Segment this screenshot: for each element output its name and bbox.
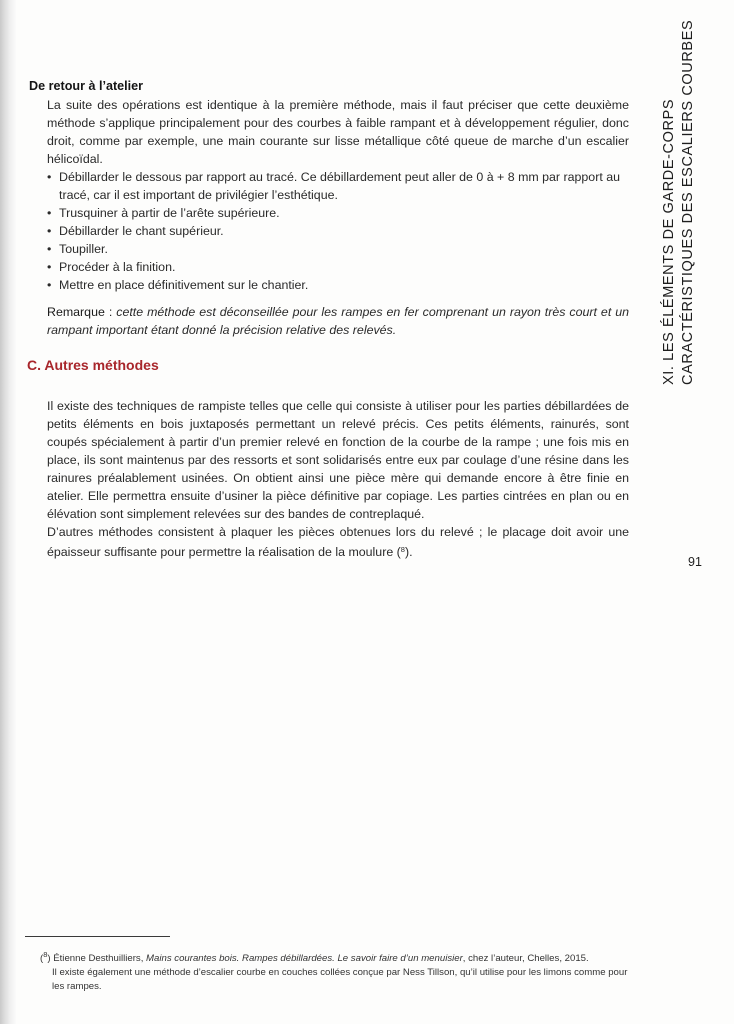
chapter-side-title — [660, 20, 698, 385]
list-item — [47, 276, 629, 294]
subsection-heading: De retour à l’atelier — [29, 79, 144, 93]
list-item — [47, 240, 629, 258]
footnote-item — [40, 948, 630, 994]
footnote-book-title: Mains courantes bois. Rampes débillardées. Le savoir faire d’un menuisier — [146, 953, 463, 964]
footnote-reference[interactable]: 8 — [400, 545, 405, 554]
list-item-text: Procéder à la finition. — [59, 260, 176, 274]
bullet-icon: • — [47, 260, 52, 274]
paragraph-text: D’autres méthodes consistent à plaquer les pièces obtenues lors du relevé ; le placage doit avoir une épaisseur suffisante pour permettre la réalisation de la moulure ( — [47, 525, 629, 559]
operations-list — [47, 168, 629, 294]
chapter-title-line1: XI. LES ÉLÉMENTS DE GARDE-CORPS — [661, 98, 677, 385]
list-item — [47, 258, 629, 276]
footnote-author: Étienne Desthuilliers, — [50, 953, 147, 964]
bullet-icon: • — [47, 206, 52, 220]
page-binding-shadow — [0, 0, 16, 1024]
list-item-text: Débillarder le dessous par rapport au tracé. Ce débillardement peut aller de 0 à + 8 mm par rapport au tracé, car il est important de privilégier l’esthétique. — [59, 170, 620, 202]
paragraph-end: ). — [404, 545, 413, 559]
section-heading: C. Autres méthodes — [27, 357, 159, 373]
footnotes — [40, 948, 630, 994]
main-content — [29, 78, 629, 561]
list-item — [47, 168, 629, 204]
list-item-text: Trusquiner à partir de l’arête supérieure. — [59, 206, 280, 220]
other-methods-block — [29, 397, 629, 561]
list-item-text: Toupiller. — [59, 242, 108, 256]
atelier-block — [29, 96, 629, 339]
footnote-marker: 8 — [43, 950, 48, 959]
remark-separator: : — [104, 305, 117, 319]
bullet-icon: • — [47, 242, 52, 256]
other-methods-paragraph-2 — [47, 523, 629, 561]
other-methods-paragraph: Il existe des techniques de rampiste telles que celle qui consiste à utiliser pour les parties débillardées de petits éléments en bois juxtaposés permettant un relevé précis. Ces petits éléments, rainurés, sont coupés spécialement à partir d’un premier relevé en fonction de la courbe de la rampe ; une fois mis en place, ils sont maintenus par des ressorts et sont solidarisés entre eux par coulage d’une résine dans les rainures préalablement usinées. On obtient ainsi une pièce mère qui demande encore à être finie en atelier. Elle permettra ensuite d’usiner la pièce définitive par copiage. Les parties cintrées en plan ou en élévation sont simplement relevées sur des bandes de contreplaqué. — [47, 399, 629, 521]
footnote-divider — [25, 936, 170, 937]
list-item — [47, 204, 629, 222]
list-item-text: Débillarder le chant supérieur. — [59, 224, 224, 238]
atelier-intro-paragraph: La suite des opérations est identique à la première méthode, mais il faut préciser que cette deuxième méthode s’applique principalement pour des courbes à faible rampant et à développement régulier, donc droit, comme par exemple, une main courante sur lisse métallique côté queue de marche d’un escalier hélicoïdal. — [47, 98, 629, 166]
bullet-icon: • — [47, 170, 52, 184]
footnote-note: Il existe également une méthode d’escalier courbe en couches collées conçue par Ness Tillson, qu’il utilise pour les limons comme pour les rampes. — [52, 967, 628, 992]
page-number: 91 — [688, 555, 702, 569]
remark-label: Remarque — [47, 305, 105, 319]
list-item — [47, 222, 629, 240]
footnote-marker-open: ( — [40, 953, 44, 964]
chapter-title-line2: CARACTÉRISTIQUES DES ESCALIERS COURBES — [680, 19, 696, 385]
footnote-marker-close: ) — [47, 953, 51, 964]
bullet-icon: • — [47, 224, 52, 238]
remark-paragraph — [47, 303, 629, 339]
list-item-text: Mettre en place définitivement sur le chantier. — [59, 278, 309, 292]
remark-text: cette méthode est déconseillée pour les rampes en fer comprenant un rayon très court et un rampant important étant donné la précision relative des relevés. — [47, 305, 630, 337]
footnote-publisher: , chez l’auteur, Chelles, 2015. — [462, 953, 589, 964]
bullet-icon: • — [47, 278, 52, 292]
